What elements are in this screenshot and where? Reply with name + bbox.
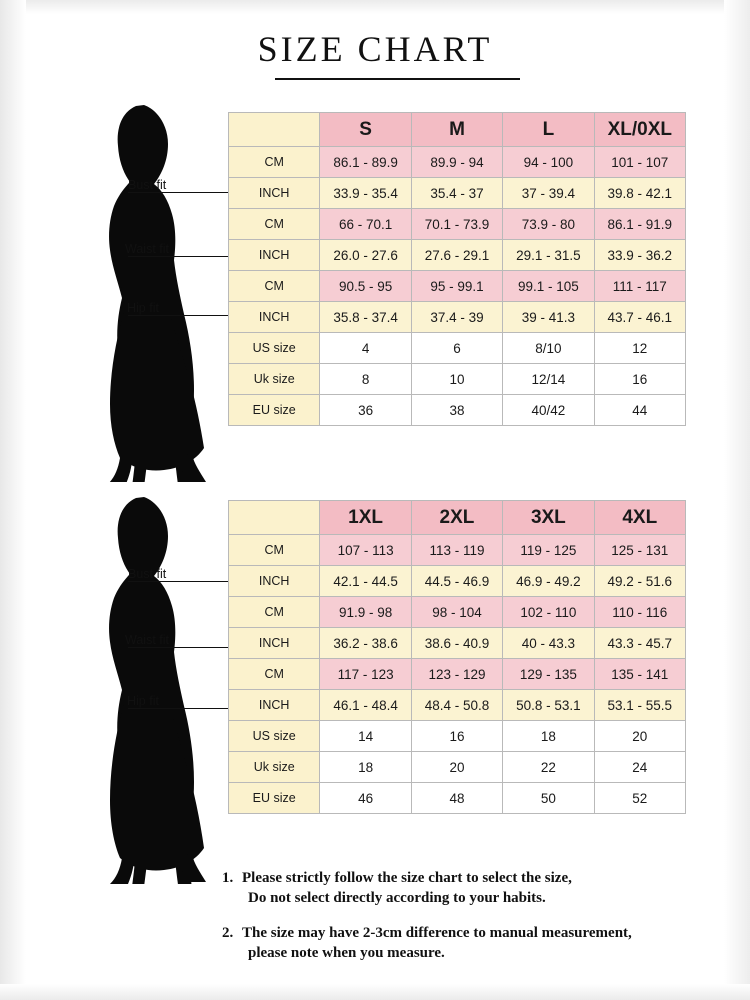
hip-callout-label-top: Hip fit [127,301,159,315]
cell: 4 [320,333,411,364]
header-cell-blank [229,501,320,535]
cell: 18 [503,721,594,752]
cell: 86.1 - 89.9 [320,147,411,178]
cell: 99.1 - 105 [503,271,594,302]
table-header-row [229,113,686,147]
row-label: INCH [229,240,320,271]
cell: 37 - 39.4 [503,178,594,209]
footnote-text [242,868,732,909]
header-cell-4xl: 4XL [594,501,685,535]
cell: 44 [594,395,685,426]
row-label: CM [229,659,320,690]
row-label: CM [229,597,320,628]
cell: 98 - 104 [411,597,502,628]
cell: 52 [594,783,685,814]
table-row [229,395,686,426]
table-row [229,302,686,333]
hip-callout-label-bottom: Hip fit [127,694,159,708]
row-label: EU size [229,395,320,426]
cell: 24 [594,752,685,783]
cell: 8/10 [503,333,594,364]
row-label: INCH [229,566,320,597]
header-cell-s: S [320,113,411,147]
table-row [229,147,686,178]
cell: 43.7 - 46.1 [594,302,685,333]
row-label: INCH [229,690,320,721]
cell: 38.6 - 40.9 [411,628,502,659]
size-table-plus [228,500,686,814]
cell: 50.8 - 53.1 [503,690,594,721]
cell: 119 - 125 [503,535,594,566]
row-label: CM [229,147,320,178]
waist-callout-line-top [128,256,236,257]
table-header-row [229,501,686,535]
cell: 117 - 123 [320,659,411,690]
hip-callout-line-top [128,315,236,316]
header-cell-3xl: 3XL [503,501,594,535]
cell: 111 - 117 [594,271,685,302]
footnote-number: 2. [222,924,234,941]
table-row [229,566,686,597]
hip-callout-line-bottom [128,708,236,709]
cell: 46.9 - 49.2 [503,566,594,597]
cell: 29.1 - 31.5 [503,240,594,271]
row-label: US size [229,721,320,752]
page-edge-right [724,0,750,1000]
cell: 12 [594,333,685,364]
cell: 113 - 119 [411,535,502,566]
cell: 90.5 - 95 [320,271,411,302]
cell: 26.0 - 27.6 [320,240,411,271]
table-row [229,271,686,302]
cell: 125 - 131 [594,535,685,566]
table-row [229,240,686,271]
cell: 38 [411,395,502,426]
cell: 101 - 107 [594,147,685,178]
table-row [229,333,686,364]
bust-callout-label-bottom: Bust fit [128,567,167,581]
cell: 91.9 - 98 [320,597,411,628]
cell: 94 - 100 [503,147,594,178]
cell: 46.1 - 48.4 [320,690,411,721]
cell: 129 - 135 [503,659,594,690]
cell: 16 [411,721,502,752]
table-row [229,597,686,628]
footnote-line-2: please note when you measure. [248,944,445,961]
cell: 107 - 113 [320,535,411,566]
footnote-1 [222,868,732,909]
cell: 6 [411,333,502,364]
cell: 39 - 41.3 [503,302,594,333]
page-edge-bottom [0,984,750,1000]
row-label: EU size [229,783,320,814]
footnote-line-2: Do not select directly according to your habits. [248,890,546,907]
header-cell-l: L [503,113,594,147]
female-silhouette-top [78,92,238,482]
cell: 18 [320,752,411,783]
row-label: Uk size [229,364,320,395]
footnote-number: 1. [222,870,234,886]
header-cell-2xl: 2XL [411,501,502,535]
cell: 123 - 129 [411,659,502,690]
cell: 33.9 - 36.2 [594,240,685,271]
table-row [229,178,686,209]
cell: 27.6 - 29.1 [411,240,502,271]
bust-callout-label-top: Bust fit [128,178,167,192]
cell: 40 - 43.3 [503,628,594,659]
page-title: SIZE CHART [257,29,493,69]
bust-callout-line-bottom [128,581,236,582]
size-table-standard [228,112,686,426]
table-row [229,659,686,690]
cell: 40/42 [503,395,594,426]
row-label: US size [229,333,320,364]
waist-callout-label-bottom: Waist fit [125,633,169,647]
page-edge-left [0,0,26,1000]
cell: 110 - 116 [594,597,685,628]
table-row [229,690,686,721]
bust-callout-line-top [128,192,236,193]
waist-callout-line-bottom [128,647,236,648]
row-label: INCH [229,302,320,333]
cell: 135 - 141 [594,659,685,690]
table-row [229,783,686,814]
row-label: CM [229,535,320,566]
row-label: CM [229,271,320,302]
cell: 37.4 - 39 [411,302,502,333]
row-label: Uk size [229,752,320,783]
row-label: INCH [229,178,320,209]
cell: 43.3 - 45.7 [594,628,685,659]
waist-callout-label-top: Waist fit [125,242,169,256]
table-row [229,209,686,240]
cell: 8 [320,364,411,395]
cell: 48 [411,783,502,814]
footnote-line-1: Please strictly follow the size chart to select the size, [242,870,572,886]
cell: 44.5 - 46.9 [411,566,502,597]
table-row [229,535,686,566]
footnote-text [242,923,732,964]
cell: 20 [594,721,685,752]
cell: 50 [503,783,594,814]
cell: 53.1 - 55.5 [594,690,685,721]
table-row [229,628,686,659]
cell: 33.9 - 35.4 [320,178,411,209]
cell: 102 - 110 [503,597,594,628]
title-underline [275,78,520,80]
cell: 66 - 70.1 [320,209,411,240]
table-row [229,364,686,395]
female-silhouette-bottom [78,484,238,884]
footnotes [222,868,732,977]
cell: 35.4 - 37 [411,178,502,209]
header-cell-blank [229,113,320,147]
cell: 70.1 - 73.9 [411,209,502,240]
cell: 39.8 - 42.1 [594,178,685,209]
row-label: INCH [229,628,320,659]
cell: 48.4 - 50.8 [411,690,502,721]
cell: 14 [320,721,411,752]
row-label: CM [229,209,320,240]
cell: 73.9 - 80 [503,209,594,240]
footnote-line-1: The size may have 2-3cm difference to manual measurement, [242,924,632,941]
cell: 95 - 99.1 [411,271,502,302]
cell: 16 [594,364,685,395]
page-edge-top [0,0,750,14]
cell: 42.1 - 44.5 [320,566,411,597]
cell: 36.2 - 38.6 [320,628,411,659]
header-cell-m: M [411,113,502,147]
footnote-2 [222,923,732,964]
cell: 35.8 - 37.4 [320,302,411,333]
table-row [229,752,686,783]
cell: 36 [320,395,411,426]
cell: 49.2 - 51.6 [594,566,685,597]
header-cell-1xl: 1XL [320,501,411,535]
cell: 46 [320,783,411,814]
cell: 10 [411,364,502,395]
table-row [229,721,686,752]
cell: 12/14 [503,364,594,395]
cell: 20 [411,752,502,783]
cell: 22 [503,752,594,783]
cell: 86.1 - 91.9 [594,209,685,240]
cell: 89.9 - 94 [411,147,502,178]
header-cell-xl: XL/0XL [594,113,685,147]
